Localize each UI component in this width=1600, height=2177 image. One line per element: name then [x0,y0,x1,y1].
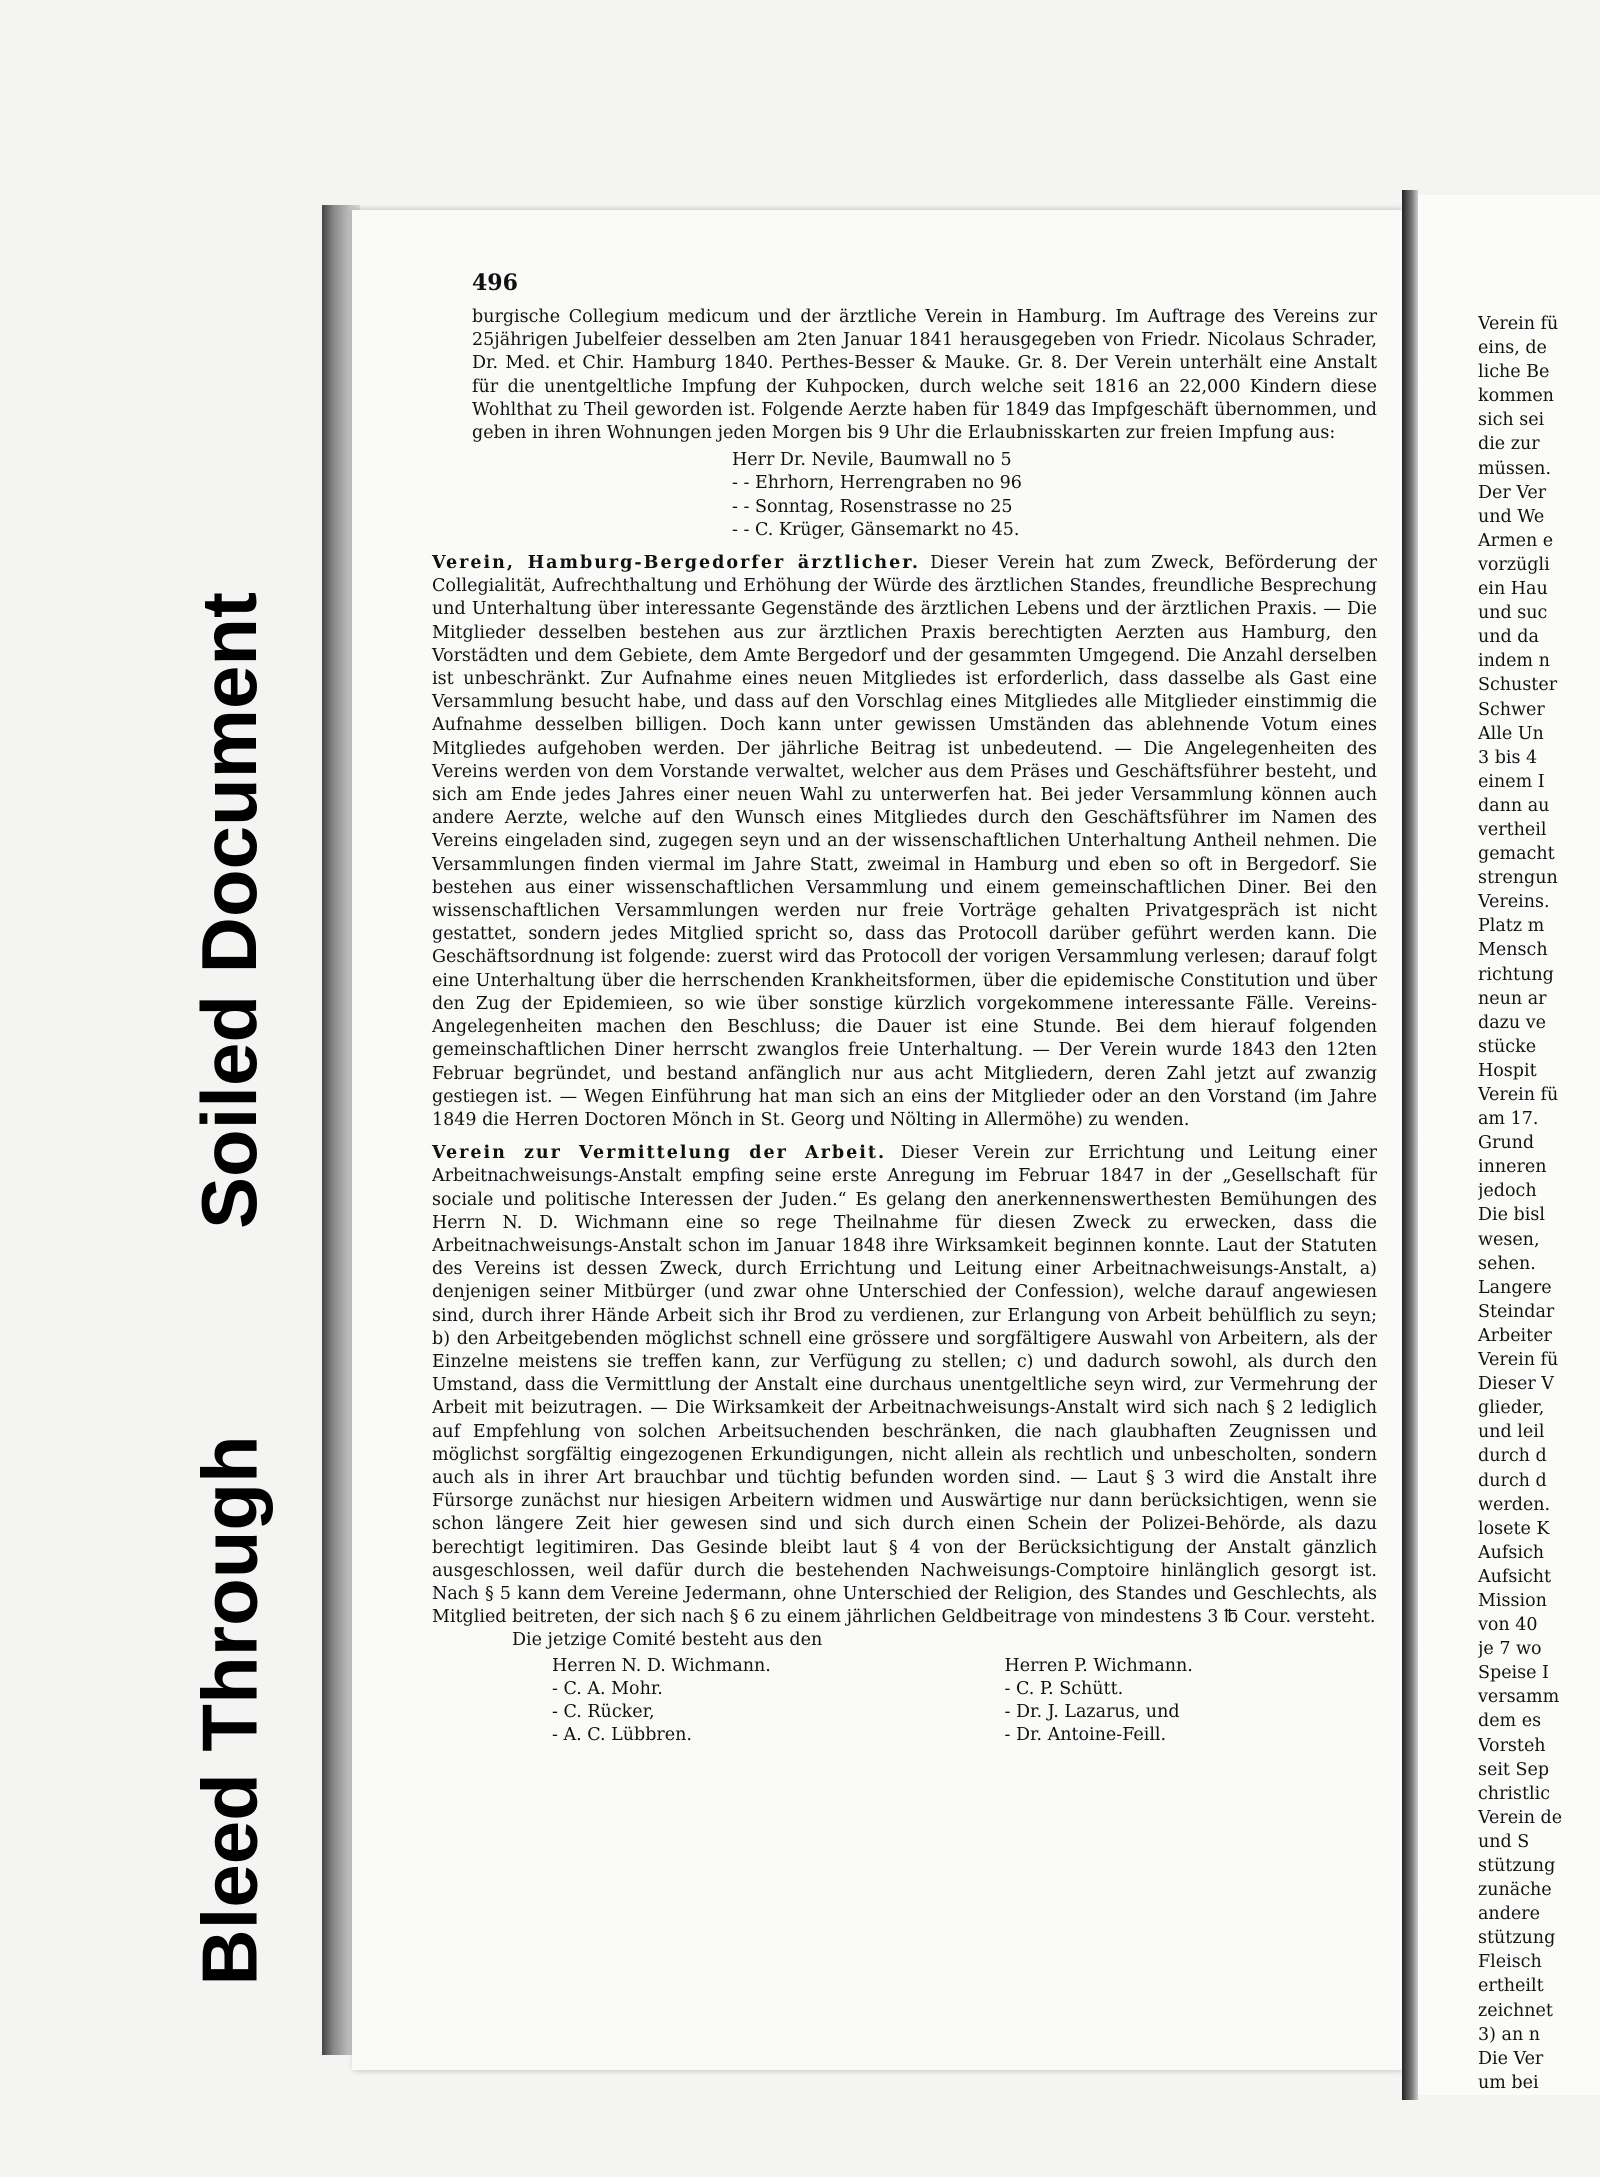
right-page-line: Vereins. [1478,892,1550,913]
committee-member: - A. C. Lübbren. [552,1725,692,1746]
committee-member: - Dr. J. Lazarus, und [1004,1701,1180,1722]
entry-bergedorf [432,552,1377,1132]
right-page-line: liche Be [1478,362,1550,383]
right-page-line: versamm [1478,1687,1560,1708]
right-page-line: Fleisch [1478,1952,1542,1973]
right-page-line: Speise I [1478,1663,1549,1684]
right-page-line: die zur [1478,434,1540,455]
right-page-line: dann au [1478,795,1550,816]
right-page-line: losete K [1478,1518,1550,1539]
right-page-line: ertheilt [1478,1976,1544,1997]
right-page-line: jedoch [1478,1181,1537,1202]
right-page-line: Der Ver [1478,482,1547,503]
right-page-line: Verein de [1478,1807,1563,1828]
right-page-line: 3 bis 4 [1478,747,1538,768]
bleed-through-label: Bleed Through [185,1434,274,1986]
right-page-line: Verein fü [1478,1350,1559,1371]
right-page-line: neun ar [1478,988,1547,1009]
right-page-line: um bei [1478,2072,1539,2093]
committee-member: - C. A. Mohr. [552,1678,663,1699]
right-page-line: Grund [1478,1133,1535,1154]
right-page-line: und We [1478,506,1545,527]
right-page-line: Schwer [1478,699,1545,720]
right-page-line: Platz m [1478,916,1545,937]
right-page-line: zeichnet [1478,2000,1553,2021]
right-page-line: durch d [1478,1446,1547,1467]
right-page-line: indem n [1478,651,1550,672]
right-page-line: 3) an n [1478,2024,1541,2045]
right-page-line: am 17. [1478,1109,1539,1130]
right-page-line: ein Hau [1478,579,1548,600]
right-page-line: stützung [1478,1856,1556,1876]
doctor-list [732,449,1377,542]
committee-member: - Dr. Antoine-Feill. [1004,1725,1167,1746]
right-page-line: von 40 [1478,1615,1538,1636]
committee-intro: Die jetzige Comité besteht aus den [512,1630,823,1651]
right-page-line: Aufsich [1478,1542,1545,1563]
committee-member: - C. P. Schütt. [1004,1678,1124,1699]
doctor-entry: Herr Dr. Nevile, Baumwall no 5 [732,450,1012,471]
right-page-line: stützung [1478,1928,1556,1949]
entry-heading: Verein zur Vermittelung der Arbeit. [432,1143,887,1164]
right-page-line: Alle Un [1478,723,1544,744]
right-page-line: sehen. [1478,1253,1536,1274]
right-page-line: Steindar [1478,1301,1555,1322]
right-page-line: vertheil [1478,819,1547,840]
right-page-line: und da [1478,627,1539,648]
right-page-line: Mensch [1478,940,1548,961]
right-page-line: glieder, [1478,1398,1545,1419]
right-page-line: strengun [1478,868,1558,889]
right-page-line: richtung [1478,964,1554,985]
right-page-line: und suc [1478,603,1548,624]
soiled-document-label: Soiled Document [185,591,274,1229]
right-page-line: wesen, [1478,1229,1540,1250]
right-page-line: stücke [1478,1036,1537,1057]
right-page-line: Arbeiter [1478,1325,1552,1346]
doctor-entry: - - Ehrhorn, Herrengraben no 96 [732,473,1022,494]
committee-list [472,1655,1377,1748]
committee-column-left [472,1655,925,1748]
right-page-line: dazu ve [1478,1012,1546,1033]
right-page-line: inneren [1478,1157,1547,1178]
right-page-line: Dieser V [1478,1374,1554,1395]
right-page-line: dem es [1478,1711,1542,1732]
right-page-line: Aufsicht [1478,1566,1552,1587]
entry-heading: Verein, Hamburg-Bergedorfer ärztlicher. [432,553,920,574]
doctor-entry: - - C. Krüger, Gänsemarkt no 45. [732,519,1020,540]
right-page-line: werden. [1478,1494,1551,1515]
right-page-line: zunäche [1478,1880,1552,1901]
right-page-line: Mission [1478,1590,1547,1611]
entry-body: Dieser Verein hat zum Zweck, Beförderung der Collegialität, Aufrechthaltung und Erhöhung der Würde des ärztlichen Standes, freundliche Besprechung und Unterhaltung über interessante Gegenstände des ärztlichen Lebens und der ärztlichen Praxis. — Die Mitglieder desselben bestehen aus zur ärztlichen Praxis berechtigten Aerzten aus Hamburg, den Vorstädten und dem Gebiete, dem Amte Bergedorf und der gesammten Umgegend. Die Anzahl derselben ist unbeschränkt. Zur Aufnahme eines neuen Mitgliedes ist erforderlich, dass dasselbe als Gast eine Versammlung besucht habe, und dass auf den Vorschlag eines Mitgliedes alle Mitglieder einstimmig die Aufnahme desselben billigen. Doch kann unter gewissen Umständen das ablehnende Votum eines Mitgliedes aufgehoben werden. Der jährliche Beitrag ist unbedeutend. — Die Angelegenheiten des Vereins werden von dem Vorstande verwaltet, welcher aus dem Präses und Geschäftsführer besteht, und sich am Ende jedes Jahres einer neuen Wahl zu unterwerfen hat. Bei jeder Versammlung können auch andere Aerzte, welche auf den Wunsch eines Mitgliedes durch den Geschäftsführer im Namen des Vereins eingeladen sind, zugegen seyn und an der wissenschaftlichen Unterhaltung Antheil nehmen. Die Versammlungen finden viermal im Jahre Statt, zweimal in Hamburg und eben so oft in Bergedorf. Sie bestehen aus einer wissenschaftlichen Versammlung und einem gemeinschaftlichen Diner. Bei den wissenschaftlichen Versammlungen werden nur freie Vorträge gehalten Privatgespräch ist nicht gestattet, sondern jedes Mitglied spricht so, dass das Protocoll darüber geführt werden kann. Die Geschäftsordnung ist folgende: zuerst wird das Protocoll der vorigen Versammlung verlesen; darauf folgt eine Unterhaltung über die herrschenden Krankheitsformen, über die epidemische Constitution und über den Zug der Epidemieen, so wie über sonstige kürzlich vorgekommene interessante Fälle. Vereins-Angelegenheiten machen den Beschluss; die Dauer ist eine Stunde. Bei dem hierauf folgenden gemeinschaftlichen Diner herrscht zwanglos freie Unterhaltung. — Der Verein wurde 1843 den 12ten Februar begründet, und bestand anfänglich nur aus acht Mitgliedern, deren Zahl jetzt auf zwanzig gestiegen ist. — Wegen Einführung hat man sich an eins der Mitglieder oder an den Vorstand (im Jahre 1849 die Herren Doctoren Mönch in St. Georg und Nölting in Allermöhe) zu wenden. [432,553,1377,1130]
right-page-line: je 7 wo [1478,1639,1542,1660]
right-page-line: eins, de [1478,338,1547,359]
right-page-line: einem I [1478,771,1545,792]
book-gutter [1402,190,1418,2100]
right-page-line: Schuster [1478,675,1558,696]
right-page-line: Hospit [1478,1060,1537,1081]
right-page-line: christlic [1478,1783,1551,1804]
committee-member: Herren P. Wichmann. [1004,1655,1193,1676]
page-number: 496 [472,270,518,296]
committee-member: - C. Rücker, [552,1701,655,1722]
committee-member: Herren N. D. Wichmann. [552,1655,771,1676]
right-page-text [1478,312,1600,2095]
right-page-line: gemacht [1478,844,1555,865]
right-page-line: müssen. [1478,458,1552,479]
right-page-line: und leil [1478,1422,1545,1443]
right-page-line: andere [1478,1904,1540,1925]
right-page-line: Vorsteh [1478,1735,1546,1756]
right-page-line: Armen e [1478,530,1554,551]
right-page-line: und S [1478,1831,1530,1852]
page-content [432,306,1377,1747]
entry-body: Dieser Verein zur Errichtung und Leitung einer Arbeitnachweisungs-Anstalt empfing seine erste Anregung im Februar 1847 in der „Gesellschaft für sociale und politische Interessen der Juden.“ Es gelang den anerkennenswerthesten Bemühungen des Herrn N. D. Wichmann eine so rege Theilnahme für diesen Zweck zu erwecken, dass die Arbeitnachweisungs-Anstalt schon im Januar 1848 ihre Wirksamkeit beginnen konnte. Laut der Statuten des Vereins ist dessen Zweck, durch Errichtung und Leitung einer Arbeitnachweisungs-Anstalt, a) denjenigen seiner Mitbürger (und zwar ohne Unterschied der Confession), welche darauf angewiesen sind, durch ihrer Hände Arbeit sich ihr Brod zu verdienen, zur Erlangung von Arbeit behülflich zu seyn; b) den Arbeitgebenden möglichst schnell eine grössere und sorgfältigere Auswahl von Arbeitern, als der Einzelne meistens sie treffen kann, zur Verfügung zu stellen; c) und dadurch sowohl, als durch den Umstand, dass die Vermittlung der Anstalt eine durchaus unentgeltliche seyn wird, zur Vermehrung der Arbeit mit beizutragen. — Die Wirksamkeit der Arbeitnachweisungs-Anstalt wird sich nach § 2 lediglich auf Empfehlung von solchen Arbeitsuchenden beschränken, die nach glaubhaften Zeugnissen und möglichst sorgfältig eingezogenen Erkundigungen, nicht allein als rechtlich und unbescholten, sondern auch als in ihrer Art brauchbar und tüchtig befunden worden sind. — Laut § 3 wird die Anstalt ihre Fürsorge zunächst nur hiesigen Arbeitern widmen und Auswärtige nur dann berücksichtigen, wenn sie schon längere Zeit hier gewesen sind und sich durch einen Schein der Polizei-Behörde, als dazu berechtigt legitimiren. Das Gesinde bleibt laut § 4 von der Berücksichtigung der Anstalt gänzlich ausgeschlossen, weil dafür durch die bestehenden Nachweisungs-Comptoire hinlänglich gesorgt ist. Nach § 5 kann dem Vereine Jedermann, ohne Unterschied der Religion, des Standes und Geschlechts, als Mitglied beitreten, der sich nach § 6 zu einem jährlichen Geldbeitrage von mindestens 3 ℔ Cour. versteht. [432,1143,1377,1628]
doctor-entry: - - Sonntag, Rosenstrasse no 25 [732,496,1013,517]
right-page-line: Die Ver [1478,2048,1544,2069]
right-page-line: Langere [1478,1277,1552,1298]
right-page-line: vorzügli [1478,554,1550,575]
right-page-line: durch d [1478,1470,1547,1491]
right-page-line: Die bisl [1478,1205,1545,1226]
intro-paragraph: burgische Collegium medicum und der ärztliche Verein in Hamburg. Im Auftrage des Vereins zur 25jährigen Jubelfeier desselben am 2ten Januar 1841 herausgegeben von Friedr. Nicolaus Schrader, Dr. Med. et Chir. Hamburg 1840. Perthes-Besser & Mauke. Gr. 8. Der Verein unterhält eine Anstalt für die unentgeltliche Impfung der Kuhpocken, durch welche seit 1816 an 22,000 Kindern diese Wohlthat zu Theil geworden ist. Folgende Aerzte haben für 1849 das Impfgeschäft übernommen, und geben in ihren Wohnungen jeden Morgen bis 9 Uhr die Erlaubnisskarten zur freien Impfung aus: [472,307,1377,444]
committee-column-right [925,1655,1378,1748]
right-page-line: seit Sep [1478,1759,1550,1780]
right-page-line: kommen [1478,386,1554,407]
entry-arbeit [432,1142,1377,1629]
right-page-line: Verein fü [1478,314,1559,334]
right-page-line: sich sei [1478,410,1545,431]
right-page-line: Verein fü [1478,1085,1559,1105]
